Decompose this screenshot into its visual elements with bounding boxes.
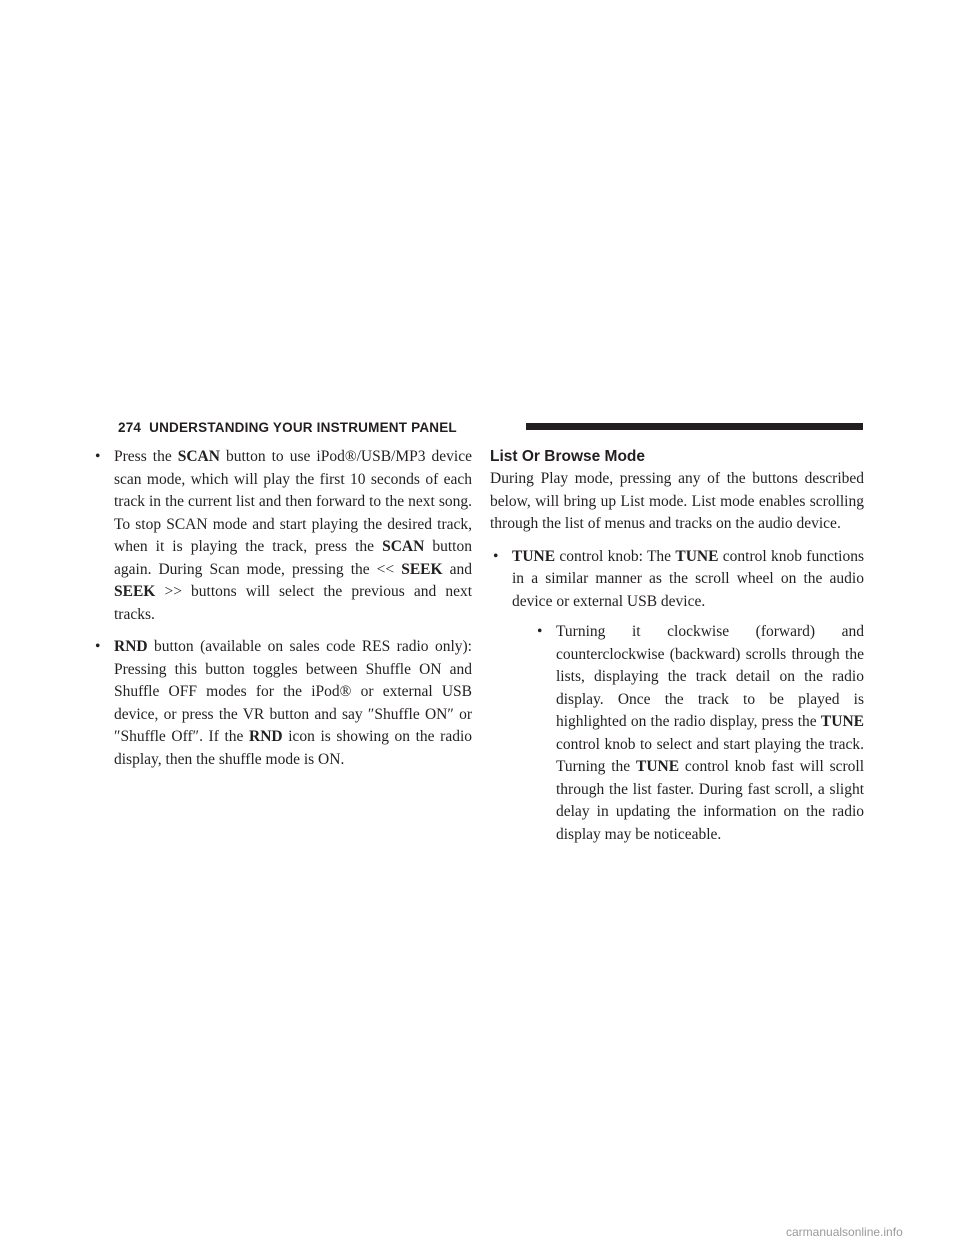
seek-term: SEEK <box>114 583 156 600</box>
text: Turning it clockwise (forward) and counterclockwise (backward) scrolls through the lists, displaying the track detail on the radio display. Once the track to be played is highlighted on the radio display, press the <box>556 623 864 730</box>
text: >> buttons will select the previous and next tracks. <box>114 583 472 623</box>
scan-bullet <box>92 446 472 626</box>
tune-term: TUNE <box>675 547 719 565</box>
rnd-term: RND <box>114 638 148 655</box>
text: control knob to select and start playing the track. Turning the <box>556 735 864 775</box>
tune-term: TUNE <box>820 713 864 730</box>
seek-term: SEEK <box>401 560 443 578</box>
section-heading: List Or Browse Mode <box>490 448 646 465</box>
text: control knob fast will scroll through the list faster. During fast scroll, a slight delay in updating the information on the radio display may be noticeable. <box>556 758 865 843</box>
text: control knob: The <box>555 547 676 565</box>
bullet-dot: • <box>493 547 499 565</box>
text: Press the <box>114 448 178 465</box>
text: and <box>442 560 472 578</box>
right-column <box>490 446 864 856</box>
left-column <box>92 446 472 781</box>
page-header <box>118 419 863 437</box>
bullet-dot: • <box>537 623 543 640</box>
tune-bullet <box>490 546 864 847</box>
section-title: UNDERSTANDING YOUR INSTRUMENT PANEL <box>149 420 457 435</box>
bullet-dot: • <box>95 448 101 465</box>
bullet-dot: • <box>95 638 101 655</box>
text: button again. During Scan mode, pressing the << <box>114 538 472 578</box>
rnd-bullet <box>92 636 472 771</box>
text: control knob functions in a similar manner as the scroll wheel on the audio device or external USB device. <box>512 547 864 610</box>
watermark: carmanualsonline.info <box>786 1225 903 1239</box>
text: button to use iPod®/USB/MP3 device scan mode, which will play the first 10 seconds of each track in the current list and then forward to the next song. To stop SCAN mode and start playing the desired track, when it is playing the track, press the <box>114 448 472 555</box>
turning-bullet <box>534 621 864 846</box>
intro-paragraph: During Play mode, pressing any of the buttons described below, will bring up List mode. List mode enables scrolling through the list of menus and tracks on the audio device. <box>490 470 864 532</box>
header-rule <box>526 423 863 430</box>
text: button (available on sales code RES radio only): Pressing this button toggles between Shuffle ON and Shuffle OFF modes for the iPod® or external USB device, or press the VR button and say ″Shuffle ON″ or ″Shuffle Off″. If the <box>114 638 472 745</box>
text: icon is showing on the radio display, then the shuffle mode is ON. <box>114 728 473 768</box>
scan-term: SCAN <box>177 448 220 465</box>
rnd-term: RND <box>249 728 283 745</box>
page-number: 274 <box>118 420 142 435</box>
tune-term: TUNE <box>512 547 556 565</box>
header-text <box>118 419 457 437</box>
scan-term: SCAN <box>382 538 425 555</box>
tune-term: TUNE <box>635 758 680 775</box>
